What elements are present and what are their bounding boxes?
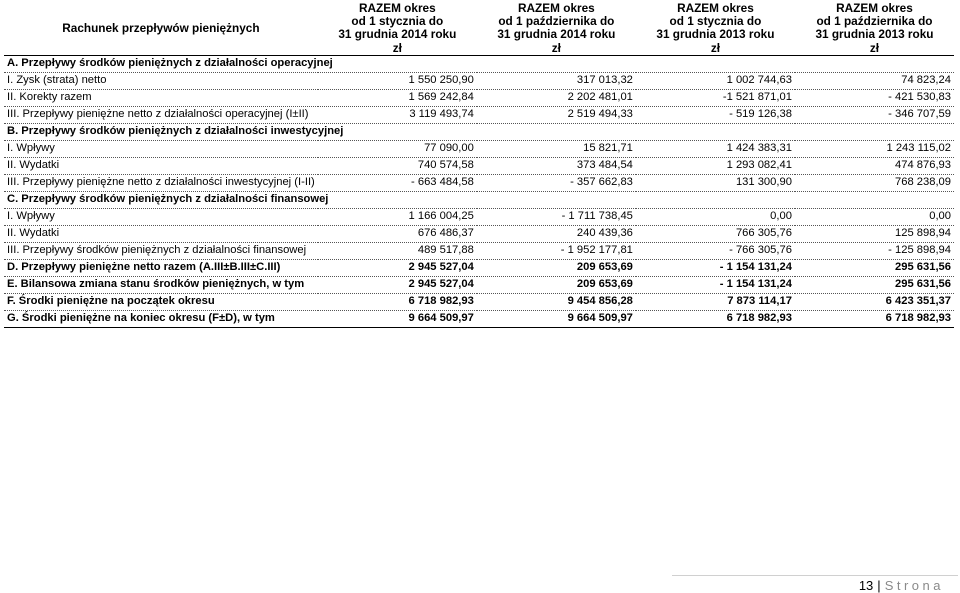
row-label: III. Przepływy pieniężne netto z działalności operacyjnej (I±II)	[4, 106, 318, 123]
row-label: E. Bilansowa zmiana stanu środków pieniężnych, w tym	[4, 276, 318, 293]
section-label: B. Przepływy środków pieniężnych z działalności inwestycyjnej	[4, 123, 954, 140]
row-value: 3 119 493,74	[318, 106, 477, 123]
footer-divider	[672, 575, 958, 576]
column-header: RAZEM okres od 1 października do 31 grudnia 2013 roku zł	[795, 2, 954, 55]
table-row	[4, 310, 954, 327]
row-value: 2 519 494,33	[477, 106, 636, 123]
table-row	[4, 140, 954, 157]
row-label: III. Przepływy środków pieniężnych z działalności finansowej	[4, 242, 318, 259]
row-value: 2 945 527,04	[318, 276, 477, 293]
cash-flow-table	[4, 2, 954, 328]
row-value: 474 876,93	[795, 157, 954, 174]
column-header: RAZEM okres od 1 października do 31 grudnia 2014 roku zł	[477, 2, 636, 55]
row-value: 74 823,24	[795, 72, 954, 89]
row-value: - 125 898,94	[795, 242, 954, 259]
row-value: - 519 126,38	[636, 106, 795, 123]
table-row	[4, 293, 954, 310]
row-value: 2 202 481,01	[477, 89, 636, 106]
table-title: Rachunek przepływów pieniężnych	[4, 2, 318, 55]
row-value: 7 873 114,17	[636, 293, 795, 310]
row-label: I. Wpływy	[4, 208, 318, 225]
row-value: 240 439,36	[477, 225, 636, 242]
section-header-row	[4, 123, 954, 140]
table-row	[4, 242, 954, 259]
row-label: II. Wydatki	[4, 225, 318, 242]
column-header: RAZEM okres od 1 stycznia do 31 grudnia 2013 roku zł	[636, 2, 795, 55]
row-value: - 766 305,76	[636, 242, 795, 259]
row-value: 0,00	[636, 208, 795, 225]
row-value: 77 090,00	[318, 140, 477, 157]
row-value: 295 631,56	[795, 259, 954, 276]
page-footer	[859, 578, 944, 593]
row-label: III. Przepływy pieniężne netto z działalności inwestycyjnej (I-II)	[4, 174, 318, 191]
row-value: 295 631,56	[795, 276, 954, 293]
row-value: 6 718 982,93	[795, 310, 954, 327]
table-row	[4, 276, 954, 293]
table-row	[4, 89, 954, 106]
row-value: 1 002 744,63	[636, 72, 795, 89]
row-value: 373 484,54	[477, 157, 636, 174]
row-value: - 1 154 131,24	[636, 276, 795, 293]
row-value: 209 653,69	[477, 259, 636, 276]
column-header: RAZEM okres od 1 stycznia do 31 grudnia 2014 roku zł	[318, 2, 477, 55]
row-label: F. Środki pieniężne na początek okresu	[4, 293, 318, 310]
table-body	[4, 55, 954, 327]
row-value: - 421 530,83	[795, 89, 954, 106]
row-value: 0,00	[795, 208, 954, 225]
row-value: 6 718 982,93	[318, 293, 477, 310]
row-value: 489 517,88	[318, 242, 477, 259]
row-label: D. Przepływy pieniężne netto razem (A.III±B.III±C.III)	[4, 259, 318, 276]
row-label: I. Zysk (strata) netto	[4, 72, 318, 89]
row-value: 1 293 082,41	[636, 157, 795, 174]
footer-label: Strona	[884, 578, 944, 593]
row-value: 676 486,37	[318, 225, 477, 242]
row-value: -1 521 871,01	[636, 89, 795, 106]
section-label: C. Przepływy środków pieniężnych z działalności finansowej	[4, 191, 954, 208]
row-label: II. Wydatki	[4, 157, 318, 174]
row-value: 1 424 383,31	[636, 140, 795, 157]
row-value: 9 454 856,28	[477, 293, 636, 310]
row-value: - 1 154 131,24	[636, 259, 795, 276]
row-value: 317 013,32	[477, 72, 636, 89]
row-value: 766 305,76	[636, 225, 795, 242]
table-row	[4, 157, 954, 174]
row-value: - 346 707,59	[795, 106, 954, 123]
table-row	[4, 174, 954, 191]
section-label: A. Przepływy środków pieniężnych z działalności operacyjnej	[4, 55, 954, 72]
table-row	[4, 225, 954, 242]
row-value: 9 664 509,97	[318, 310, 477, 327]
row-value: 131 300,90	[636, 174, 795, 191]
section-header-row	[4, 55, 954, 72]
row-value: - 1 952 177,81	[477, 242, 636, 259]
row-value: 15 821,71	[477, 140, 636, 157]
row-value: 209 653,69	[477, 276, 636, 293]
footer-separator: |	[877, 578, 881, 593]
row-value: 1 569 242,84	[318, 89, 477, 106]
row-label: II. Korekty razem	[4, 89, 318, 106]
table-row	[4, 208, 954, 225]
row-value: 1 243 115,02	[795, 140, 954, 157]
row-value: 6 718 982,93	[636, 310, 795, 327]
row-value: 6 423 351,37	[795, 293, 954, 310]
row-value: 1 166 004,25	[318, 208, 477, 225]
row-value: 125 898,94	[795, 225, 954, 242]
row-value: - 663 484,58	[318, 174, 477, 191]
row-label: G. Środki pieniężne na koniec okresu (F±D), w tym	[4, 310, 318, 327]
row-label: I. Wpływy	[4, 140, 318, 157]
row-value: 1 550 250,90	[318, 72, 477, 89]
row-value: 2 945 527,04	[318, 259, 477, 276]
table-row	[4, 106, 954, 123]
page-number: 13	[858, 578, 874, 593]
table-row	[4, 72, 954, 89]
table-header-row	[4, 2, 954, 55]
row-value: 768 238,09	[795, 174, 954, 191]
table-row	[4, 259, 954, 276]
row-value: 9 664 509,97	[477, 310, 636, 327]
section-header-row	[4, 191, 954, 208]
row-value: - 1 711 738,45	[477, 208, 636, 225]
row-value: - 357 662,83	[477, 174, 636, 191]
row-value: 740 574,58	[318, 157, 477, 174]
